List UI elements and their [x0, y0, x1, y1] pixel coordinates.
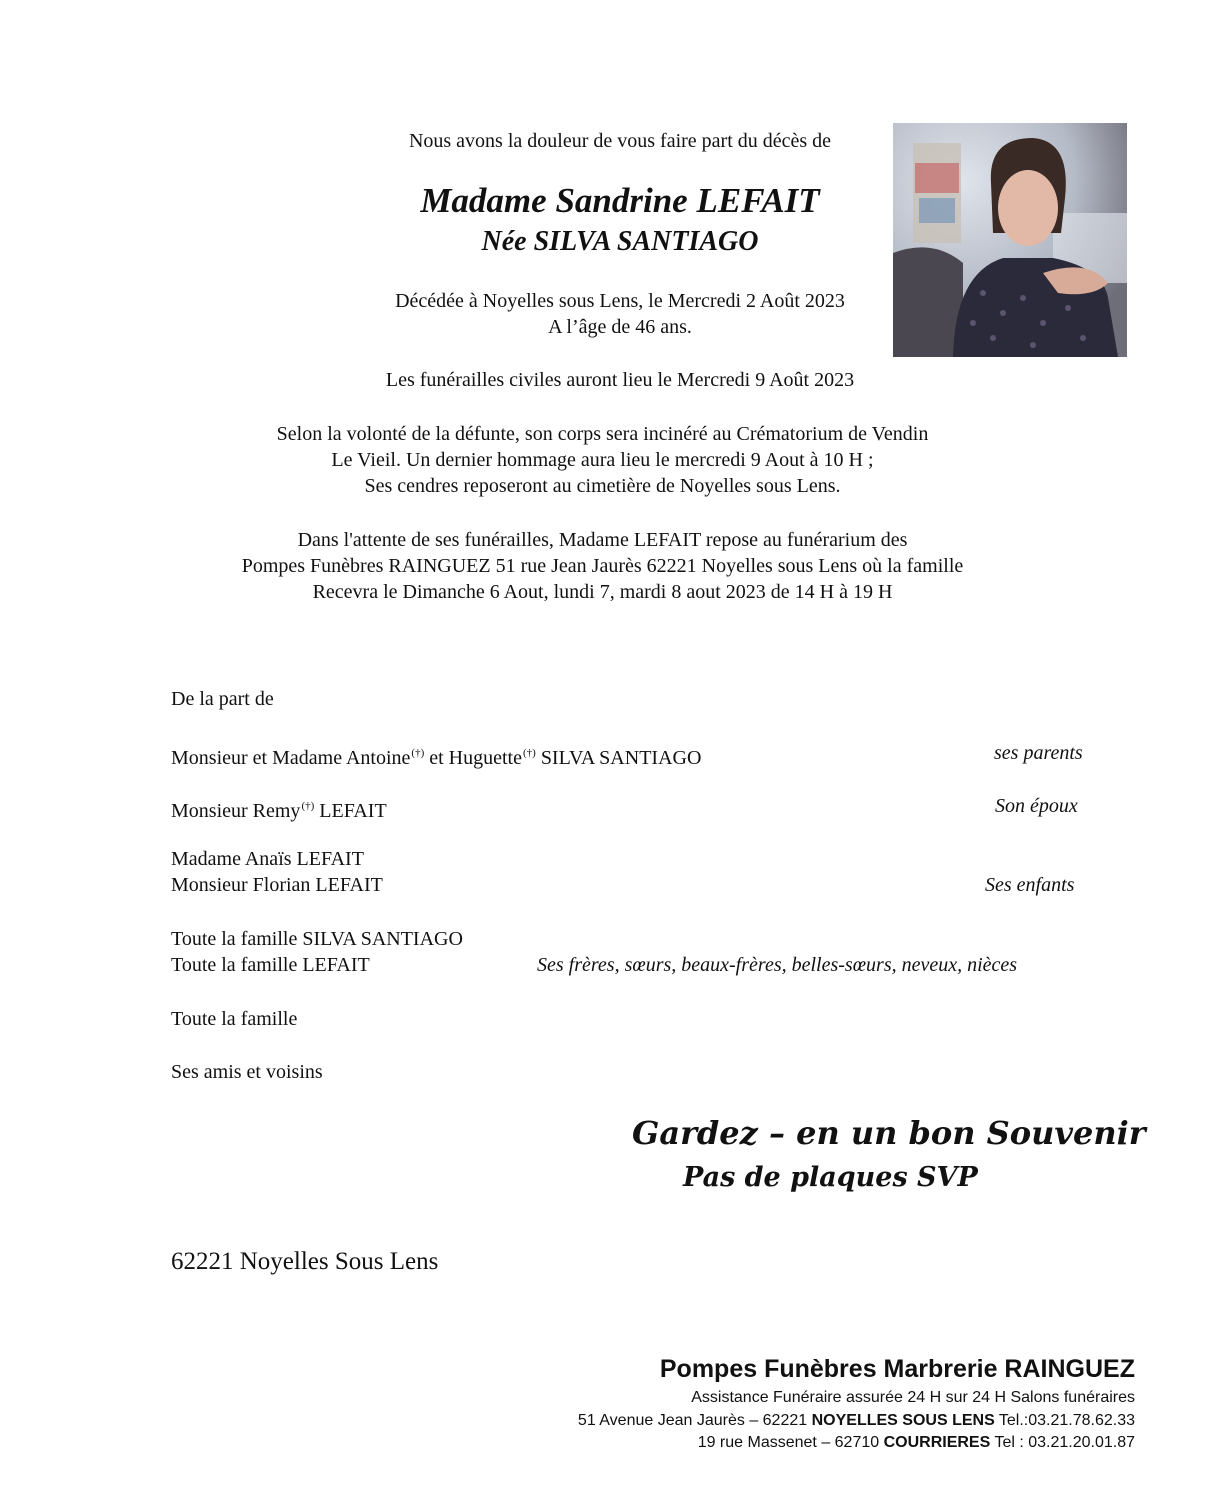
- company-name: Pompes Funèbres Marbrerie RAINGUEZ: [659, 1355, 1135, 1383]
- cremation-line: Le Vieil. Un dernier hommage aura lieu le mercredi 9 Aout à 10 H ;: [331, 449, 874, 471]
- deceased-name: Madame Sandrine LEFAIT: [420, 181, 820, 220]
- funerarium-line: Recevra le Dimanche 6 Aout, lundi 7, mardi 8 aout 2023 de 14 H à 19 H: [312, 581, 893, 603]
- deceased-dagger: (†): [522, 747, 536, 759]
- death-details: [300, 288, 940, 340]
- cremation-line: Selon la volonté de la défunte, son corps sera incinéré au Crématorium de Vendin: [276, 423, 929, 445]
- address-street: 19 rue Massenet – 62710: [697, 1434, 884, 1451]
- sibling-families: [171, 926, 463, 978]
- child-name: Monsieur Florian LEFAIT: [171, 874, 383, 896]
- parents-names: [171, 740, 701, 771]
- no-plaques: Pas de plaques SVP: [683, 1162, 978, 1193]
- funerarium-line: Pompes Funèbres RAINGUEZ 51 rue Jean Jaurès 62221 Noyelles sous Lens où la famille: [241, 555, 964, 577]
- parents-name-part: Monsieur et Madame Antoine: [171, 747, 411, 769]
- address-city: COURRIERES: [883, 1434, 991, 1451]
- child-name: Madame Anaïs LEFAIT: [171, 848, 364, 870]
- from-header: De la part de: [171, 688, 274, 710]
- portrait-photo: [893, 123, 1127, 357]
- relation-siblings: Ses frères, sœurs, beaux-frères, belles-sœurs, neveux, nièces: [537, 954, 1018, 976]
- spouse-name-part: LEFAIT: [314, 800, 387, 822]
- company-address-noyelles: [578, 1410, 1135, 1431]
- family-line: Toute la famille LEFAIT: [171, 954, 370, 976]
- address-city: NOYELLES SOUS LENS: [811, 1412, 995, 1429]
- friends-neighbors: Ses amis et voisins: [171, 1061, 323, 1083]
- maiden-name: Née SILVA SANTIAGO: [481, 226, 759, 257]
- children-names: [171, 846, 383, 898]
- parents-name-part: SILVA SANTIAGO: [535, 747, 702, 769]
- deceased-dagger: (†): [411, 747, 425, 759]
- deceased-dagger: (†): [301, 800, 315, 812]
- company-address-courrieres: [698, 1432, 1135, 1453]
- relation-parents: ses parents: [994, 742, 1083, 764]
- company-assistance: Assistance Funéraire assurée 24 H sur 24 H Salons funéraires: [691, 1389, 1135, 1406]
- portrait-illustration: [893, 123, 1127, 357]
- address-phone: Tel : 03.21.20.01.87: [990, 1434, 1135, 1451]
- death-date-line: Décédée à Noyelles sous Lens, le Mercredi 2 Août 2023: [395, 290, 845, 312]
- location-line: 62221 Noyelles Sous Lens: [171, 1248, 439, 1275]
- relation-spouse: Son époux: [995, 795, 1078, 817]
- address-street: 51 Avenue Jean Jaurès – 62221: [577, 1412, 812, 1429]
- funerarium-paragraph: [200, 527, 1005, 605]
- spouse-name: [171, 793, 387, 824]
- funeral-date: Les funérailles civiles auront lieu le Mercredi 9 Août 2023: [385, 369, 855, 391]
- age-line: A l’âge de 46 ans.: [548, 316, 692, 338]
- relation-children: Ses enfants: [985, 874, 1075, 896]
- intro-text: Nous avons la douleur de vous faire part du décès de: [408, 130, 832, 152]
- cremation-line: Ses cendres reposeront au cimetière de Noyelles sous Lens.: [364, 475, 841, 497]
- family-line: Toute la famille SILVA SANTIAGO: [171, 928, 463, 950]
- whole-family: Toute la famille: [171, 1008, 298, 1030]
- funerarium-line: Dans l'attente de ses funérailles, Madame LEFAIT repose au funérarium des: [297, 529, 908, 551]
- keep-in-memory: Gardez – en un bon Souvenir: [632, 1114, 1146, 1152]
- cremation-paragraph: [200, 421, 1005, 499]
- spouse-name-part: Monsieur Remy: [171, 800, 301, 822]
- address-phone: Tel.:03.21.78.62.33: [994, 1412, 1135, 1429]
- parents-name-part: et Huguette: [424, 747, 522, 769]
